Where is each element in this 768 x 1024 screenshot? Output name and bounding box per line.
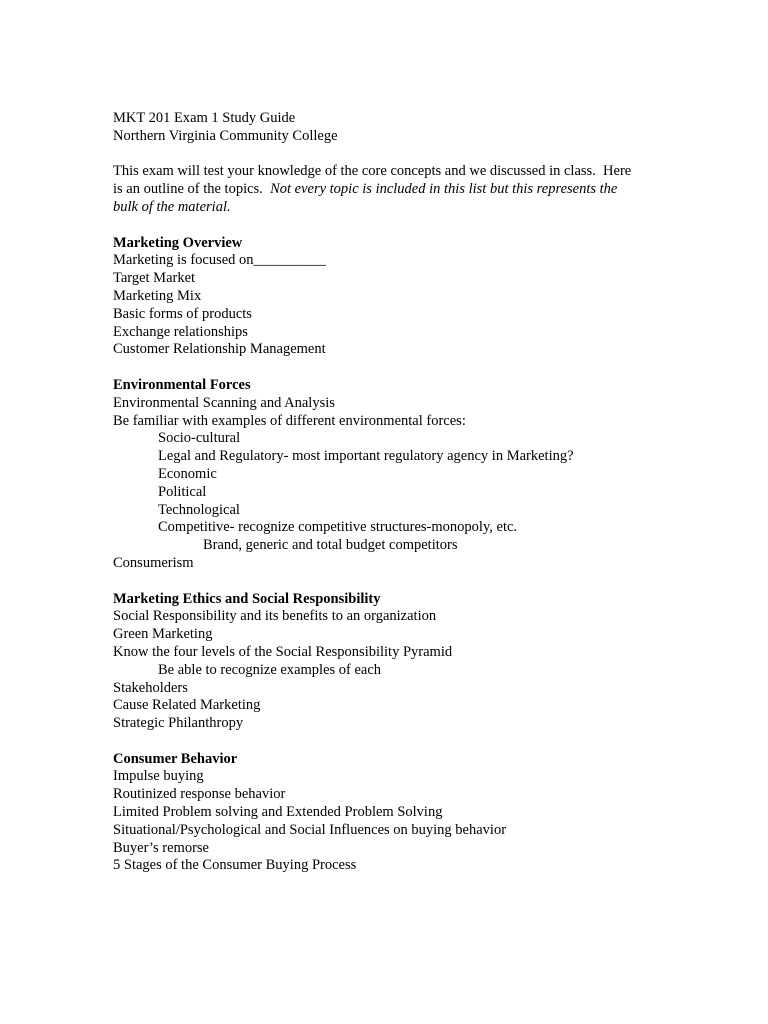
list-item: Social Responsibility and its benefits to an organization <box>113 608 437 625</box>
list-item: Stakeholders <box>113 679 188 696</box>
list-item: Exchange relationships <box>113 323 248 340</box>
list-item: Marketing is focused on__________ <box>113 252 327 269</box>
spacer <box>113 573 673 591</box>
list-item: 5 Stages of the Consumer Buying Process <box>113 857 357 874</box>
list-item: Basic forms of products <box>113 305 252 322</box>
list-item: Consumerism <box>113 554 194 571</box>
list-item: Marketing Mix <box>113 287 202 304</box>
list-item: Strategic Philanthropy <box>113 715 244 732</box>
list-item: Know the four levels of the Social Responsibility Pyramid <box>113 643 453 660</box>
document-title: MKT 201 Exam 1 Study Guide <box>113 110 296 126</box>
institution-name: Northern Virginia Community College <box>113 127 338 144</box>
list-item: Target Market <box>113 270 196 287</box>
sub-list-item: Competitive- recognize competitive structures-monopoly, etc. <box>158 519 518 536</box>
list-item: Customer Relationship Management <box>113 341 326 358</box>
spacer <box>113 217 673 235</box>
section-title-environmental-forces: Environmental Forces <box>113 376 251 393</box>
list-item: Situational/Psychological and Social Influences on buying behavior <box>113 821 507 838</box>
spacer <box>113 733 673 751</box>
list-item: Cause Related Marketing <box>113 697 261 714</box>
spacer <box>113 359 673 377</box>
sub-list-item: Technological <box>158 501 240 518</box>
sub-list-item: Legal and Regulatory- most important regulatory agency in Marketing? <box>158 448 574 465</box>
sub-list-item: Political <box>158 483 207 500</box>
intro-line-3: bulk of the material. <box>113 198 231 215</box>
intro-italic-text: Not every topic is included in this list but this represents the <box>270 181 618 198</box>
sub-list-item: Be able to recognize examples of each <box>158 661 382 678</box>
spacer <box>113 146 673 164</box>
section-title-ethics: Marketing Ethics and Social Responsibility <box>113 590 381 607</box>
section-title-consumer-behavior: Consumer Behavior <box>113 750 238 767</box>
document-page <box>113 110 673 875</box>
intro-plain-text: is an outline of the topics. <box>113 181 271 198</box>
sub-sub-list-item: Brand, generic and total budget competitors <box>203 537 458 554</box>
intro-line-2 <box>113 181 673 199</box>
section-title-marketing-overview: Marketing Overview <box>113 234 243 251</box>
list-item: Limited Problem solving and Extended Problem Solving <box>113 804 443 821</box>
list-item: Routinized response behavior <box>113 786 286 803</box>
intro-line-1: This exam will test your knowledge of the core concepts and we discussed in class. Here <box>113 163 632 180</box>
list-item: Impulse buying <box>113 768 204 785</box>
list-item: Environmental Scanning and Analysis <box>113 394 335 411</box>
sub-list-item: Economic <box>158 465 217 482</box>
sub-list-item: Socio-cultural <box>158 430 241 447</box>
list-item: Green Marketing <box>113 626 213 643</box>
list-item: Be familiar with examples of different environmental forces: <box>113 412 466 429</box>
list-item: Buyer’s remorse <box>113 839 209 856</box>
